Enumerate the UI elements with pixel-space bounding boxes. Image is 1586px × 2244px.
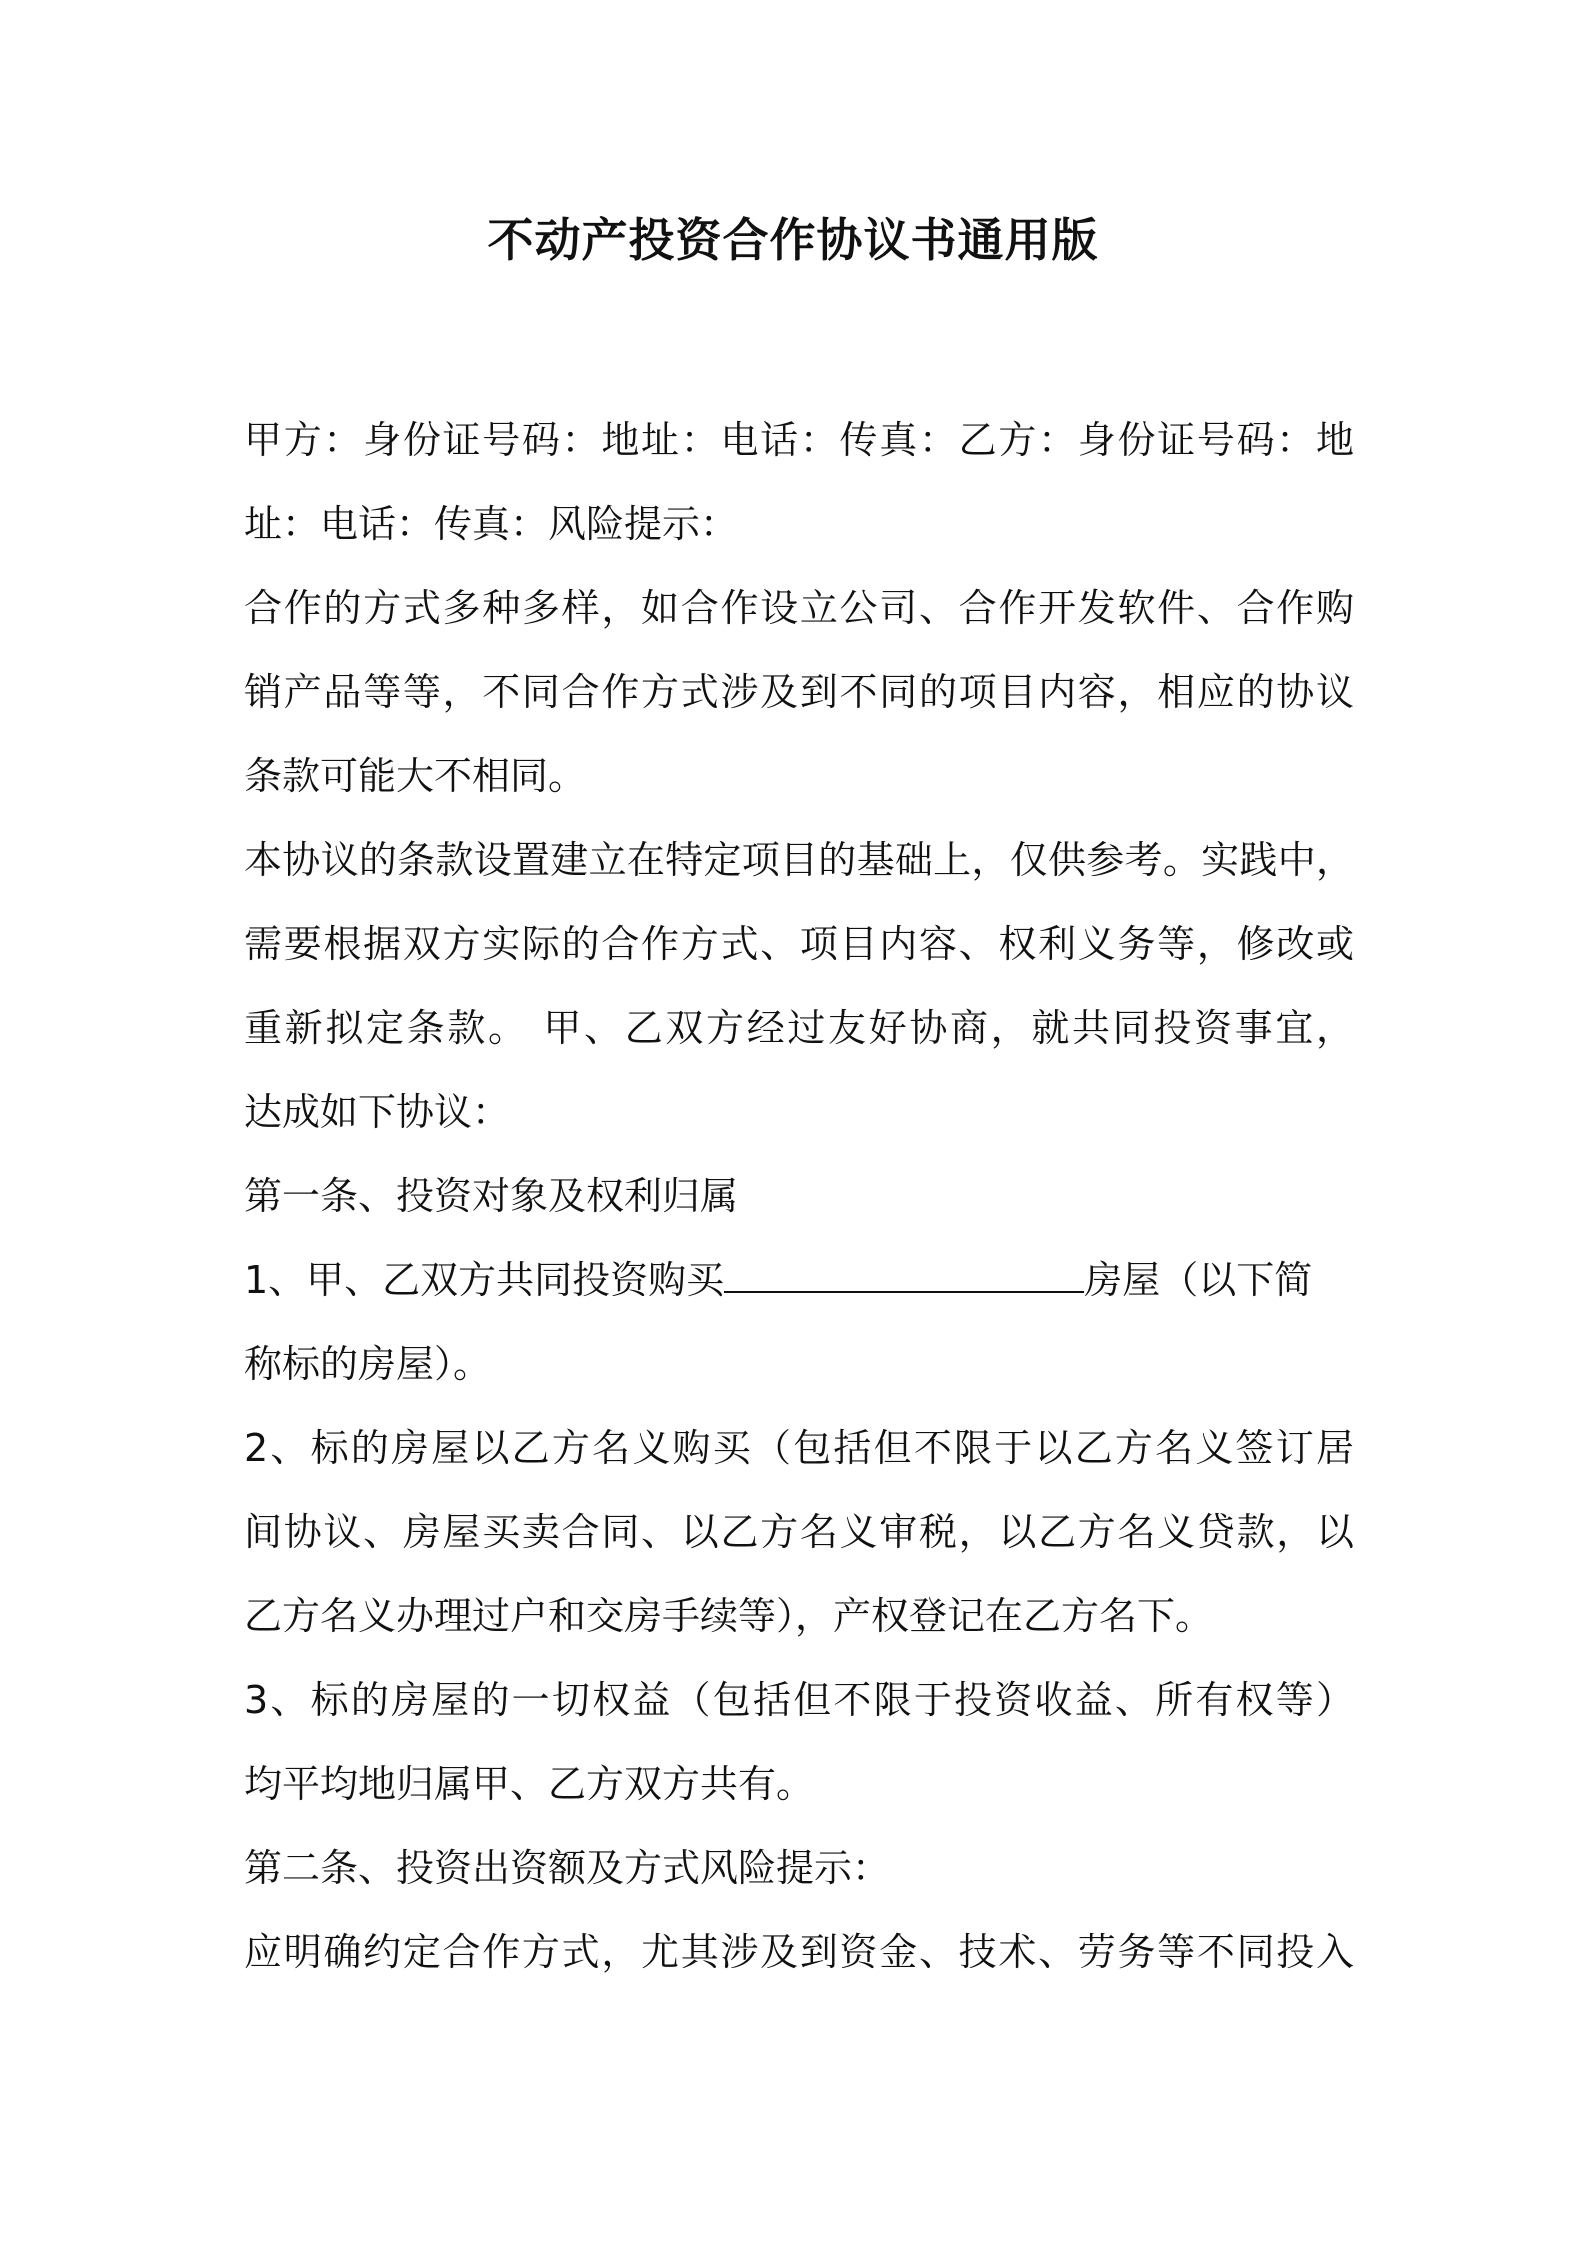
- paragraph-line: 销产品等等，不同合作方式涉及到不同的项目内容，相应的协议: [244, 670, 1354, 714]
- clause-1-1-after: 房屋（以下简: [1084, 1258, 1313, 1302]
- paragraph-line: 甲方：身份证号码：地址：电话：传真：乙方：身份证号码：地: [244, 418, 1354, 462]
- paragraph-line: 达成如下协议：: [244, 1090, 511, 1134]
- section-heading: 第二条、投资出资额及方式风险提示：: [244, 1846, 891, 1890]
- paragraph-line: 称标的房屋）。: [244, 1342, 492, 1386]
- paragraph-line: 应明确约定合作方式，尤其涉及到资金、技术、劳务等不同投入: [244, 1930, 1354, 1974]
- clause-1-1-before: 1、甲、乙双方共同投资购买: [244, 1258, 725, 1302]
- fill-in-blank[interactable]: [724, 1261, 1084, 1293]
- section-heading: 第一条、投资对象及权利归属: [244, 1174, 739, 1218]
- paragraph-line: 2、标的房屋以乙方名义购买（包括但不限于以乙方名义签订居: [244, 1426, 1354, 1470]
- paragraph-line: 乙方名义办理过户和交房手续等），产权登记在乙方名下。: [244, 1594, 1214, 1638]
- paragraph-line: 址：电话：传真：风险提示：: [244, 502, 739, 546]
- paragraph-line: 本协议的条款设置建立在特定项目的基础上，仅供参考。实践中，: [244, 838, 1354, 882]
- paragraph-line: 合作的方式多种多样，如合作设立公司、合作开发软件、合作购: [244, 586, 1354, 630]
- paragraph-line: 条款可能大不相同。: [244, 754, 587, 798]
- paragraph-line: 需要根据双方实际的合作方式、项目内容、权利义务等，修改或: [244, 922, 1354, 966]
- paragraph-line: 间协议、房屋买卖合同、以乙方名义审税，以乙方名义贷款，以: [244, 1510, 1354, 1554]
- paragraph-line: 重新拟定条款。 甲、乙双方经过友好协商，就共同投资事宜，: [244, 1006, 1354, 1050]
- paragraph-line: 3、标的房屋的一切权益（包括但不限于投资收益、所有权等）: [244, 1678, 1354, 1722]
- document-body: [244, 398, 1354, 1994]
- clause-1-1: [244, 1238, 1354, 1322]
- document-title: 不动产投资合作协议书通用版: [487, 213, 1099, 267]
- paragraph-line: 均平均地归属甲、乙方双方共有。: [244, 1762, 815, 1806]
